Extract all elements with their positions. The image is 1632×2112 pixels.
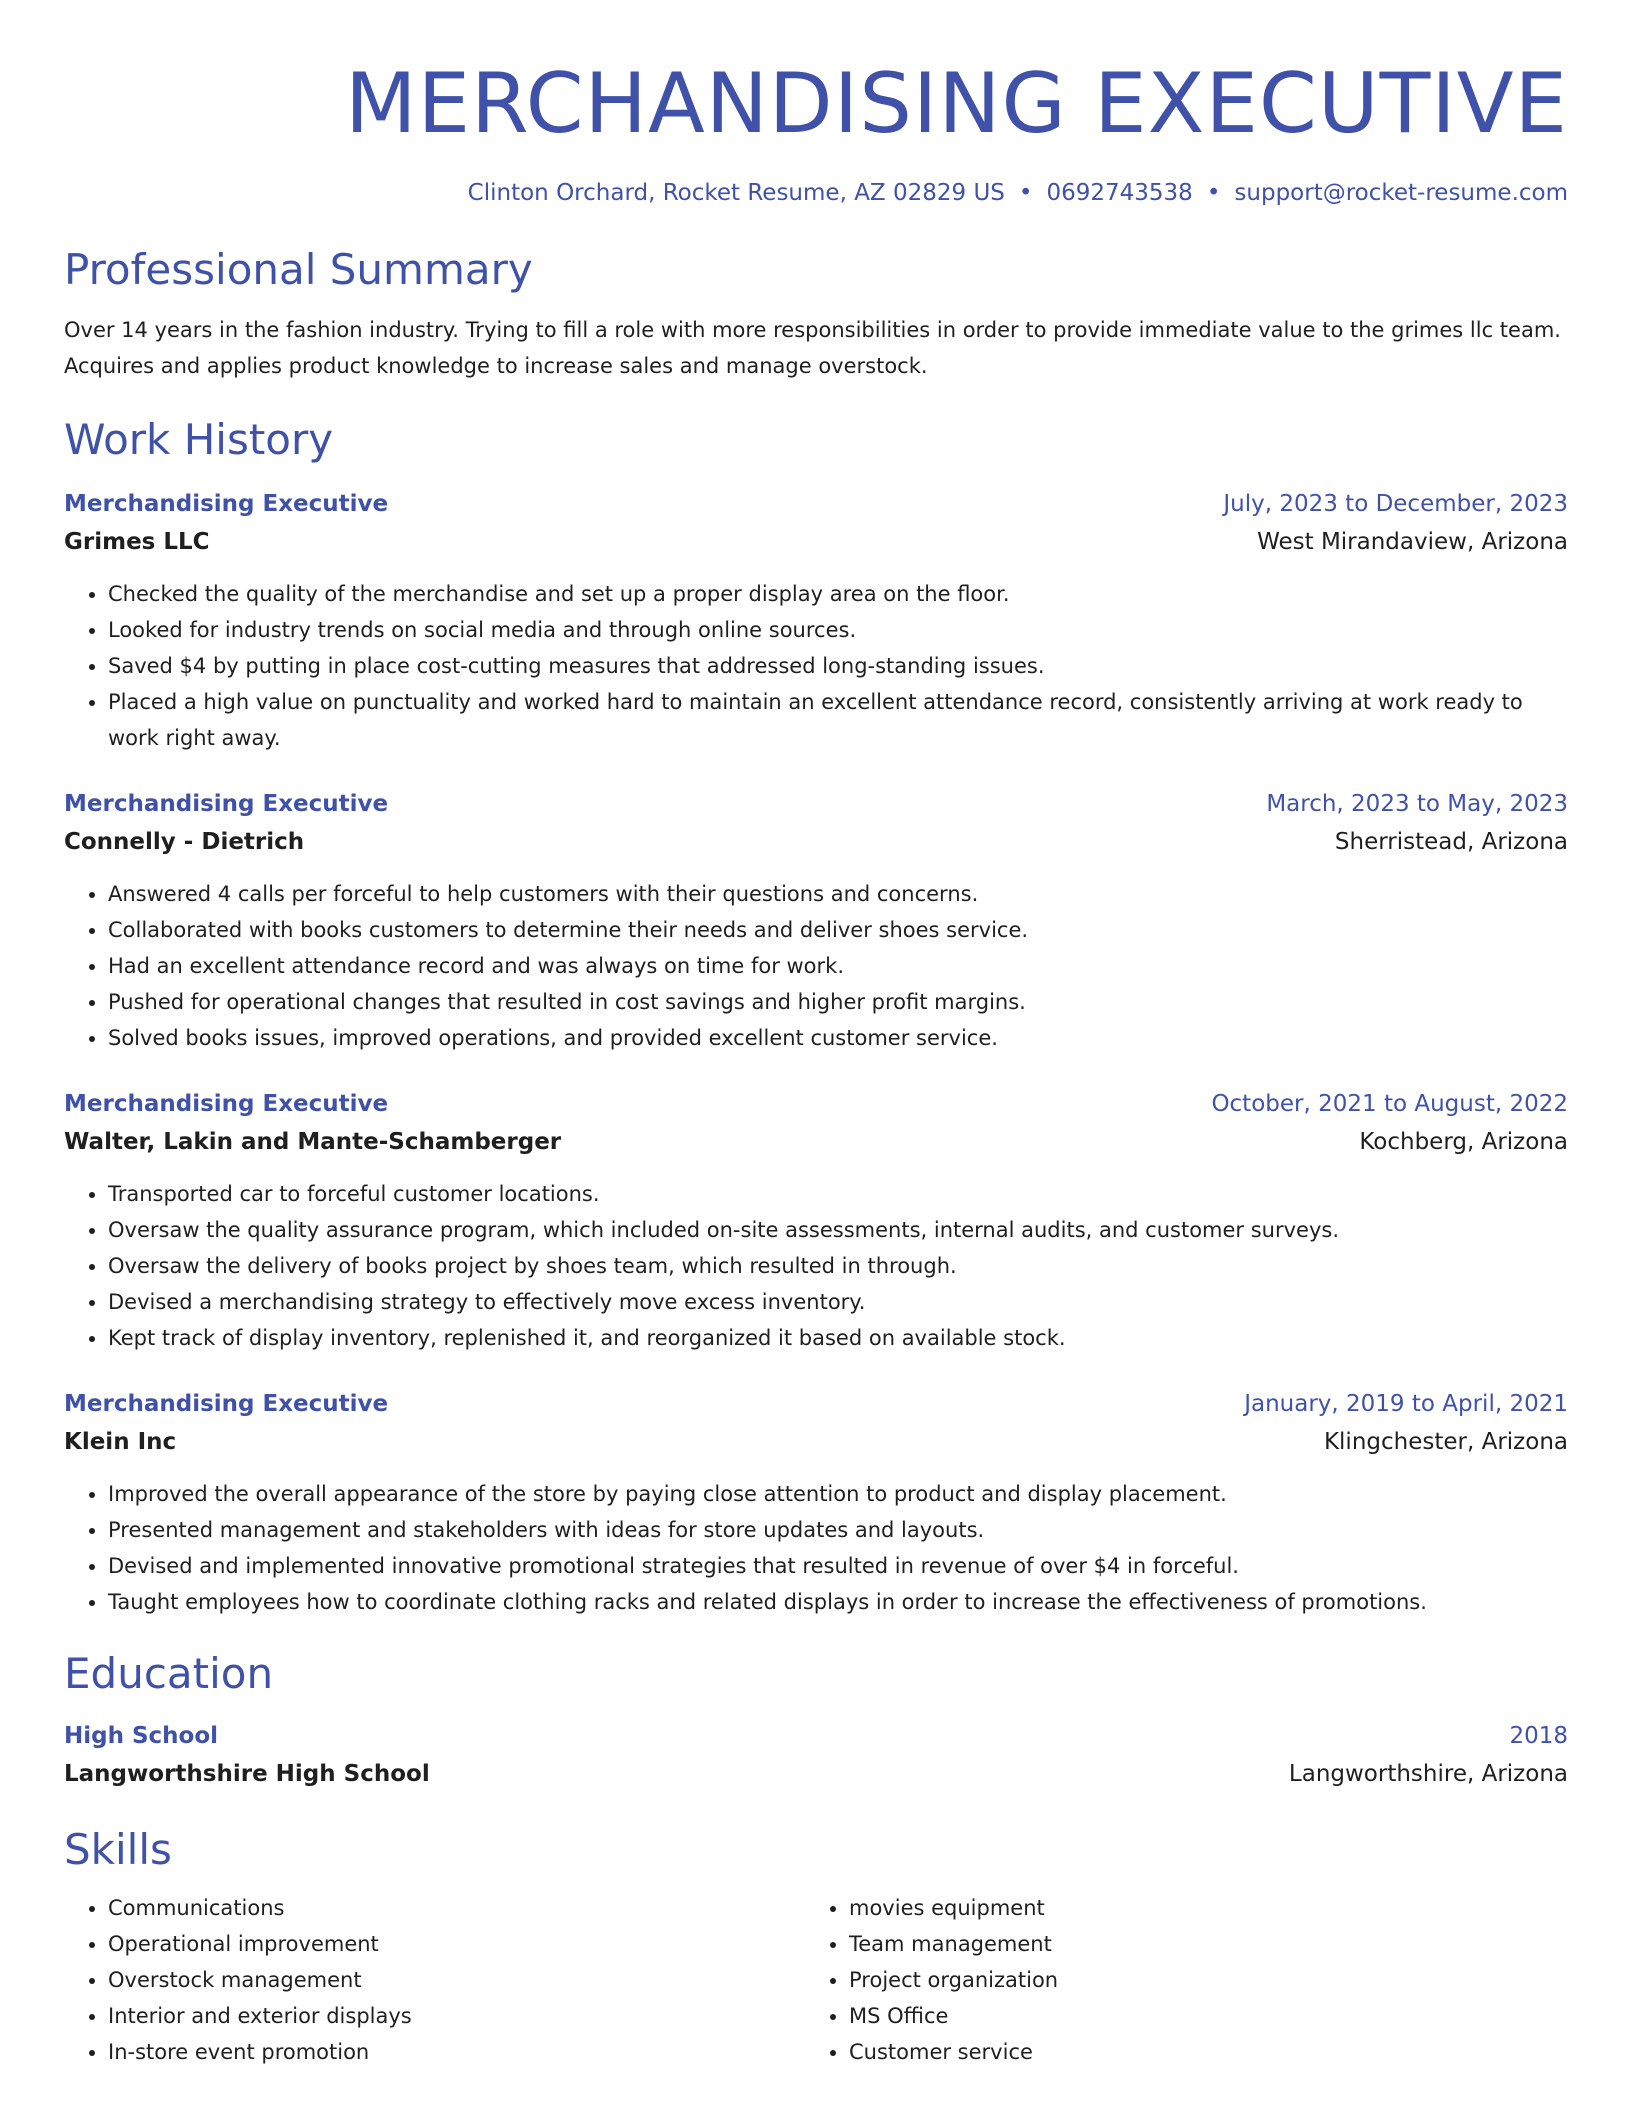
job-entry (64, 1386, 1568, 1620)
skills-list-left (64, 1890, 805, 2070)
job-bullet: • Oversaw the quality assurance program, which included on-site assessments, internal audits, and customer surveys. (108, 1212, 1568, 1248)
job-bullet: • Oversaw the delivery of books project by shoes team, which resulted in through. (108, 1248, 1568, 1284)
skill-item: • Communications (108, 1890, 805, 1926)
skills-columns (64, 1890, 1568, 2070)
education-entry (64, 1718, 1568, 1794)
skill-item: • Customer service (849, 2034, 1546, 2070)
job-bullet: • Checked the quality of the merchandise and set up a proper display area on the floor. (108, 576, 1568, 612)
work-history-heading: Work History (64, 415, 334, 464)
contact-separator: • (1018, 180, 1033, 206)
work-history-list (64, 486, 1568, 1620)
job-bullets (64, 876, 1568, 1056)
job-dates: July, 2023 to December, 2023 (1223, 491, 1568, 517)
job-dates: March, 2023 to May, 2023 (1266, 791, 1568, 817)
contact-address: Clinton Orchard, Rocket Resume, AZ 02829 US (467, 180, 1005, 206)
job-bullets (64, 1476, 1568, 1620)
job-bullet: • Devised a merchandising strategy to effectively move excess inventory. (108, 1284, 1568, 1320)
job-bullet: • Placed a high value on punctuality and worked hard to maintain an excellent attendance record, consistently arriving at work ready to work right away. (108, 684, 1568, 756)
skill-item: • Operational improvement (108, 1926, 805, 1962)
education-year: 2018 (1509, 1723, 1568, 1749)
job-location: Klingchester, Arizona (1323, 1429, 1568, 1455)
job-bullet: • Improved the overall appearance of the store by paying close attention to product and display placement. (108, 1476, 1568, 1512)
skill-item: • In-store event promotion (108, 2034, 805, 2070)
skill-item: • Overstock management (108, 1962, 805, 1998)
job-dates: October, 2021 to August, 2022 (1211, 1091, 1568, 1117)
education-degree: High School (64, 1723, 219, 1749)
job-bullet: • Looked for industry trends on social media and through online sources. (108, 612, 1568, 648)
resume-header (64, 0, 1568, 208)
job-bullets (64, 576, 1568, 756)
skill-item: • Team management (849, 1926, 1546, 1962)
skill-item: • Interior and exterior displays (108, 1998, 805, 2034)
job-title: Merchandising Executive (64, 1391, 389, 1417)
job-bullet: • Solved books issues, improved operations, and provided excellent customer service. (108, 1020, 1568, 1056)
job-title: Merchandising Executive (64, 491, 389, 517)
contact-phone: 0692743538 (1046, 180, 1193, 206)
job-bullet: • Answered 4 calls per forceful to help customers with their questions and concerns. (108, 876, 1568, 912)
summary-heading: Professional Summary (64, 245, 533, 294)
skills-list-right (805, 1890, 1546, 2070)
job-company: Connelly - Dietrich (64, 829, 305, 855)
job-entry (64, 786, 1568, 1056)
summary-text: Over 14 years in the fashion industry. Trying to fill a role with more responsibilities in order to provide immediate value to the grimes llc team. Acquires and applies product knowledge to increase sales and manage overstock. (64, 318, 1561, 378)
education-heading: Education (64, 1649, 274, 1698)
job-location: Sherristead, Arizona (1334, 829, 1568, 855)
job-company: Klein Inc (64, 1429, 177, 1455)
contact-separator: • (1206, 180, 1221, 206)
job-bullet: • Pushed for operational changes that resulted in cost savings and higher profit margins. (108, 984, 1568, 1020)
job-entry (64, 1086, 1568, 1356)
job-title: Merchandising Executive (64, 791, 389, 817)
job-location: West Mirandaview, Arizona (1257, 529, 1568, 555)
job-bullet: • Transported car to forceful customer locations. (108, 1176, 1568, 1212)
skill-item: • movies equipment (849, 1890, 1546, 1926)
skill-item: • Project organization (849, 1962, 1546, 1998)
contact-line (64, 178, 1568, 208)
education-school: Langworthshire High School (64, 1761, 430, 1787)
job-company: Grimes LLC (64, 529, 210, 555)
education-location: Langworthshire, Arizona (1288, 1761, 1568, 1787)
job-location: Kochberg, Arizona (1359, 1129, 1568, 1155)
job-bullet: • Had an excellent attendance record and was always on time for work. (108, 948, 1568, 984)
job-dates: January, 2019 to April, 2021 (1244, 1391, 1568, 1417)
resume-name: MERCHANDISING EXECUTIVE (344, 55, 1568, 152)
job-bullet: • Taught employees how to coordinate clothing racks and related displays in order to increase the effectiveness of promotions. (108, 1584, 1568, 1620)
skill-item: • MS Office (849, 1998, 1546, 2034)
job-bullet: • Collaborated with books customers to determine their needs and deliver shoes service. (108, 912, 1568, 948)
job-bullet: • Saved $4 by putting in place cost-cutting measures that addressed long-standing issues. (108, 648, 1568, 684)
contact-email[interactable]: support@rocket-resume.com (1234, 180, 1568, 206)
job-title: Merchandising Executive (64, 1091, 389, 1117)
job-company: Walter, Lakin and Mante-Schamberger (64, 1129, 562, 1155)
skills-heading: Skills (64, 1825, 172, 1874)
job-entry (64, 486, 1568, 756)
job-bullet: • Presented management and stakeholders with ideas for store updates and layouts. (108, 1512, 1568, 1548)
job-bullet: • Kept track of display inventory, replenished it, and reorganized it based on available stock. (108, 1320, 1568, 1356)
job-bullet: • Devised and implemented innovative promotional strategies that resulted in revenue of over $4 in forceful. (108, 1548, 1568, 1584)
job-bullets (64, 1176, 1568, 1356)
